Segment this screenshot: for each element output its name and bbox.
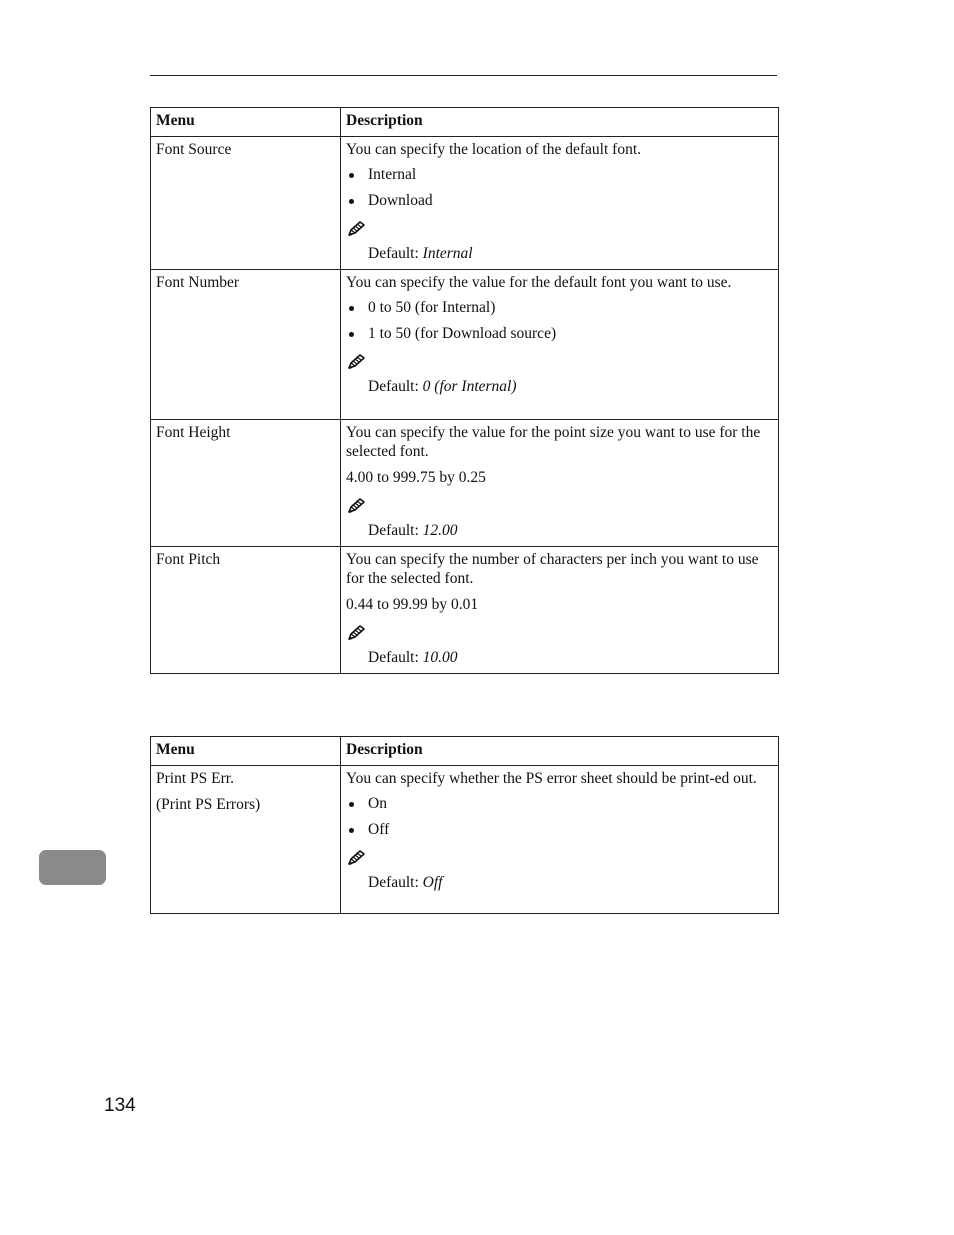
description-text: You can specify the location of the default font. (346, 141, 641, 158)
description-column-header: Description (341, 737, 779, 766)
default-label: Default: (368, 874, 419, 891)
table-row (151, 547, 779, 674)
description-cell (341, 137, 779, 270)
option-item: Internal (346, 165, 773, 184)
table-row (151, 766, 779, 914)
pencil-note-icon (346, 220, 366, 238)
chapter-tab (39, 850, 106, 885)
option-list (346, 165, 773, 210)
pencil-note-icon (346, 849, 366, 867)
header-rule (150, 75, 777, 76)
default-label: Default: (368, 649, 419, 666)
option-item: Download (346, 191, 773, 210)
default-value: 10.00 (422, 649, 458, 666)
option-item: 0 to 50 (for Internal) (346, 298, 773, 317)
default-value-line (346, 521, 773, 540)
option-list (346, 298, 773, 343)
menu-item-name: Print PS Err. (156, 770, 234, 787)
menu-column-header: Menu (151, 737, 341, 766)
menu-table-font (150, 107, 779, 674)
description-text: You can specify whether the PS error sheet should be print-ed out. (346, 770, 757, 787)
menu-item-name: Font Pitch (156, 551, 221, 568)
description-text: You can specify the value for the default font you want to use. (346, 274, 732, 291)
page-number: 134 (104, 1095, 136, 1116)
menu-item-name: Font Height (156, 424, 231, 441)
default-value-line (346, 873, 773, 892)
option-item: On (346, 794, 773, 813)
description-text: You can specify the value for the point size you want to use for the selected font. (346, 424, 761, 460)
description-cell (341, 420, 779, 547)
table-header-row (151, 108, 779, 137)
default-label: Default: (368, 245, 419, 262)
pencil-note-icon (346, 497, 366, 515)
pencil-note-icon (346, 353, 366, 371)
menu-cell (151, 420, 341, 547)
description-cell (341, 766, 779, 914)
default-label: Default: (368, 522, 419, 539)
menu-item-name: Font Source (156, 141, 232, 158)
default-value: 12.00 (422, 522, 458, 539)
default-value: Off (422, 874, 443, 891)
value-range: 4.00 to 999.75 by 0.25 (346, 469, 486, 486)
description-text: You can specify the number of characters per inch you want to use for the selected font. (346, 551, 759, 587)
table-row (151, 420, 779, 547)
default-value-line (346, 648, 773, 667)
description-cell (341, 270, 779, 420)
default-label: Default: (368, 378, 419, 395)
table-row (151, 270, 779, 420)
pencil-note-icon (346, 624, 366, 642)
menu-column-header: Menu (151, 108, 341, 137)
default-value: 0 (for Internal) (422, 378, 517, 395)
menu-table-ps (150, 736, 779, 914)
menu-item-fullname: (Print PS Errors) (156, 796, 261, 813)
menu-cell (151, 270, 341, 420)
menu-item-name: Font Number (156, 274, 240, 291)
description-column-header: Description (341, 108, 779, 137)
value-range: 0.44 to 99.99 by 0.01 (346, 596, 479, 613)
menu-cell (151, 547, 341, 674)
default-value-line (346, 377, 773, 396)
menu-cell (151, 766, 341, 914)
menu-cell (151, 137, 341, 270)
table-row (151, 137, 779, 270)
default-value: Internal (422, 245, 473, 262)
description-cell (341, 547, 779, 674)
option-item: Off (346, 820, 773, 839)
default-value-line (346, 244, 773, 263)
option-item: 1 to 50 (for Download source) (346, 324, 773, 343)
option-list (346, 794, 773, 839)
table-header-row (151, 737, 779, 766)
